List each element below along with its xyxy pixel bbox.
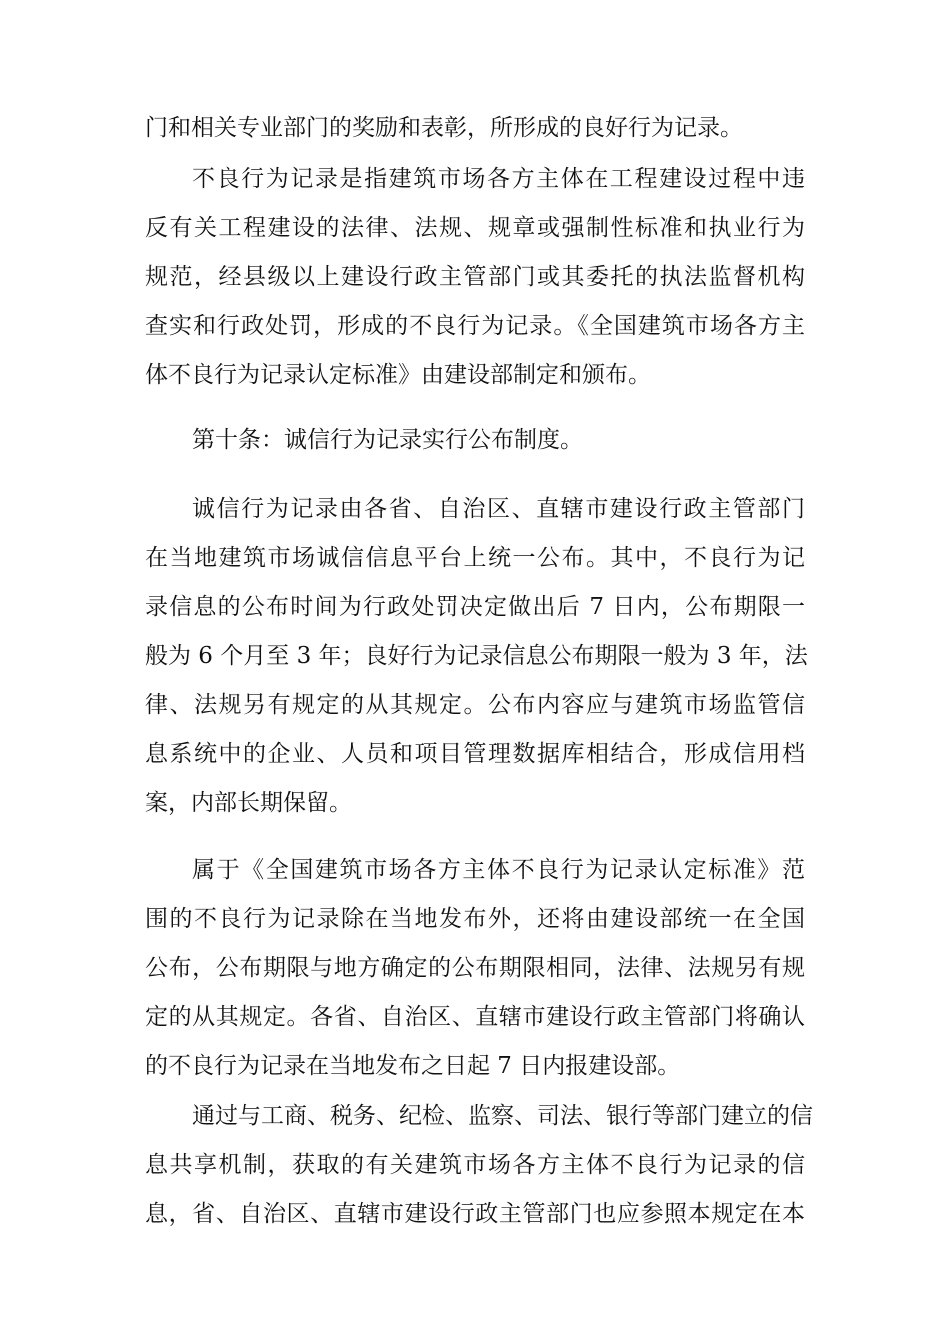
paragraph-line: 属于《全国建筑市场各方主体不良行为记录认定标准》范 — [192, 857, 805, 883]
paragraph-line: 围的不良行为记录除在当地发布外，还将由建设部统一在全国 — [145, 906, 805, 932]
paragraph-line: 在当地建筑市场诚信信息平台上统一公布。其中，不良行为记 — [145, 545, 805, 571]
paragraph-line: 案，内部长期保留。 — [145, 790, 352, 816]
paragraph-line: 定的从其规定。各省、自治区、直辖市建设行政主管部门将确认 — [145, 1004, 805, 1030]
paragraph-line: 息共享机制，获取的有关建筑市场各方主体不良行为记录的信 — [145, 1152, 805, 1178]
paragraph-line: 不良行为记录是指建筑市场各方主体在工程建设过程中违 — [192, 166, 805, 192]
section-heading: 第十条：诚信行为记录实行公布制度。 — [192, 427, 583, 453]
paragraph-line: 反有关工程建设的法律、法规、规章或强制性标准和执业行为 — [145, 215, 805, 241]
paragraph-line: 公布，公布期限与地方确定的公布期限相同，法律、法规另有规 — [145, 955, 805, 981]
paragraph-line: 门和相关专业部门的奖励和表彰，所形成的良好行为记录。 — [145, 115, 743, 141]
paragraph-line: 般为 6 个月至 3 年；良好行为记录信息公布期限一般为 3 年，法 — [145, 643, 808, 669]
paragraph-line: 律、法规另有规定的从其规定。公布内容应与建筑市场监管信 — [145, 692, 805, 718]
paragraph-line: 规范，经县级以上建设行政主管部门或其委托的执法监督机构 — [145, 264, 805, 290]
paragraph-line: 的不良行为记录在当地发布之日起 7 日内报建设部。 — [145, 1053, 681, 1079]
paragraph-line: 查实和行政处罚，形成的不良行为记录。《全国建筑市场各方主 — [145, 313, 805, 339]
paragraph-line: 体不良行为记录认定标准》由建设部制定和颁布。 — [145, 362, 651, 388]
paragraph-line: 息，省、自治区、直辖市建设行政主管部门也应参照本规定在本 — [145, 1201, 805, 1227]
paragraph-line: 通过与工商、税务、纪检、监察、司法、银行等部门建立的信 — [192, 1103, 813, 1129]
paragraph-line: 息系统中的企业、人员和项目管理数据库相结合，形成信用档 — [145, 741, 805, 767]
paragraph-line: 诚信行为记录由各省、自治区、直辖市建设行政主管部门 — [192, 496, 805, 522]
paragraph-line: 录信息的公布时间为行政处罚决定做出后 7 日内，公布期限一 — [145, 594, 805, 620]
